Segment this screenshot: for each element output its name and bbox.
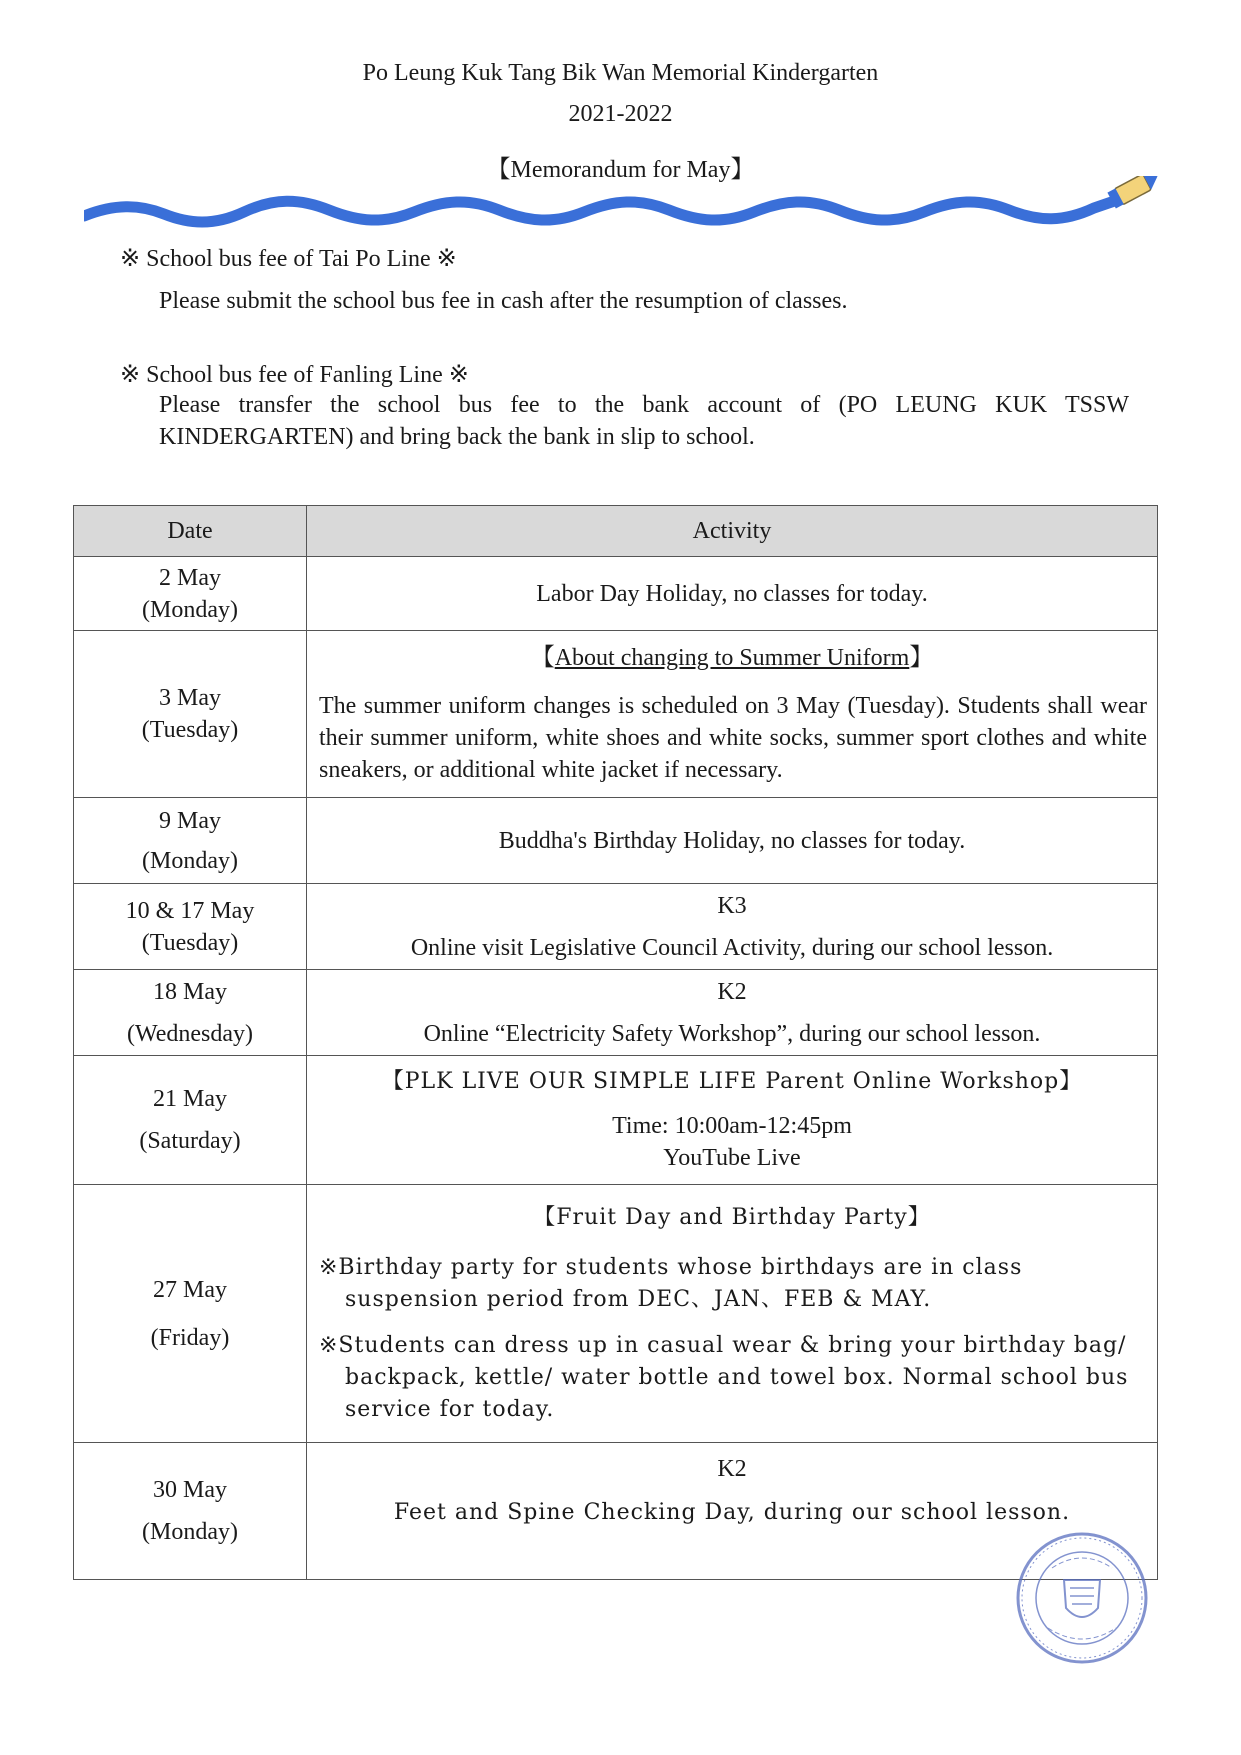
wave-crayon-divider [84,176,1174,236]
activity-bullet: ※Birthday party for students whose birthdays are in class suspension period from DEC、JAN、FEB & MAY. [319,1254,1023,1312]
table-row [74,557,1158,631]
note-body-tai-po: Please submit the school bus fee in cash after the resumption of classes. [159,288,848,314]
activity-title: 【Fruit Day and Birthday Party】 [533,1204,931,1230]
table-header-row [74,506,1158,557]
day-text: (Monday) [142,596,238,623]
activity-text: The summer uniform changes is scheduled on 3 May (Tuesday). Students shall wear their summer uniform, white shoes and white socks, summer sport clothes and white sneakers, or additional white jacket if necessary. [319,693,1147,783]
day-text: (Monday) [142,847,238,874]
grade-label: K2 [717,1456,747,1482]
date-text: 2 May [159,564,221,591]
activity-cell [307,1185,1158,1443]
table-row [74,1056,1158,1185]
row-date [74,557,307,631]
activity-time: Time: 10:00am-12:45pm [612,1113,852,1139]
table-row [74,884,1158,970]
bracket-close: 】 [909,645,934,671]
row-date [74,1185,307,1443]
activity-title-text: About changing to Summer Uniform [554,645,910,671]
table-row [74,1443,1158,1580]
activity-cell [307,631,1158,798]
activity-text: Online “Electricity Safety Workshop”, during our school lesson. [423,1020,1041,1047]
note-title-tai-po: ※ School bus fee of Tai Po Line ※ [120,246,457,272]
day-text: (Wednesday) [126,1020,253,1047]
activity-venue: YouTube Live [663,1145,801,1171]
school-year: 2021-2022 [568,101,673,127]
day-text: (Monday) [142,1519,238,1545]
row-date [74,970,307,1056]
school-name: Po Leung Kuk Tang Bik Wan Memorial Kindergarten [362,60,879,86]
activity-title [307,642,1157,674]
activity-text: Buddha's Birthday Holiday, no classes for today. [307,798,1158,884]
day-text: (Tuesday) [141,929,239,956]
table-row [74,970,1158,1056]
table-row [74,798,1158,884]
table-row [74,631,1158,798]
activity-text: Online visit Legislative Council Activity, during our school lesson. [410,934,1054,961]
header-activity: Activity [307,506,1158,557]
date-text: 30 May [153,1477,227,1503]
note-body-fanling: Please transfer the school bus fee to the bank account of (PO LEUNG KUK TSSW KINDERGARTEN) and bring back the bank in slip to school. [159,392,1129,450]
date-text: 10 & 17 May [125,897,255,924]
row-date [74,1443,307,1580]
activity-bullet: ※Students can dress up in casual wear & bring your birthday bag/ backpack, kettle/ water bottle and towel box. Normal school bus service for today. [319,1332,1129,1422]
row-date [74,631,307,798]
day-text: (Saturday) [139,1128,241,1154]
grade-label: K3 [717,892,747,919]
activity-cell [307,884,1158,970]
date-text: 3 May [159,685,221,711]
row-date [74,798,307,884]
activity-cell [307,1056,1158,1185]
row-date [74,1056,307,1185]
row-date [74,884,307,970]
date-text: 9 May [159,807,221,834]
table-row [74,1185,1158,1443]
activity-cell [307,970,1158,1056]
date-text: 18 May [153,978,227,1005]
memo-title: 【Memorandum for May】 [486,157,755,183]
day-text: (Friday) [150,1324,230,1351]
grade-label: K2 [717,978,747,1005]
activity-text: Labor Day Holiday, no classes for today. [307,557,1158,631]
header-date: Date [74,506,307,557]
date-text: 21 May [153,1086,227,1112]
activity-table [73,505,1158,1580]
day-text: (Tuesday) [141,717,239,743]
note-title-fanling: ※ School bus fee of Fanling Line ※ [120,362,469,388]
date-text: 27 May [153,1276,227,1303]
bracket-open: 【 [530,645,555,671]
activity-title: 【PLK LIVE OUR SIMPLE LIFE Parent Online Workshop】 [381,1069,1083,1094]
school-seal-stamp [1012,1528,1152,1668]
activity-text: Feet and Spine Checking Day, during our school lesson. [393,1500,1071,1525]
